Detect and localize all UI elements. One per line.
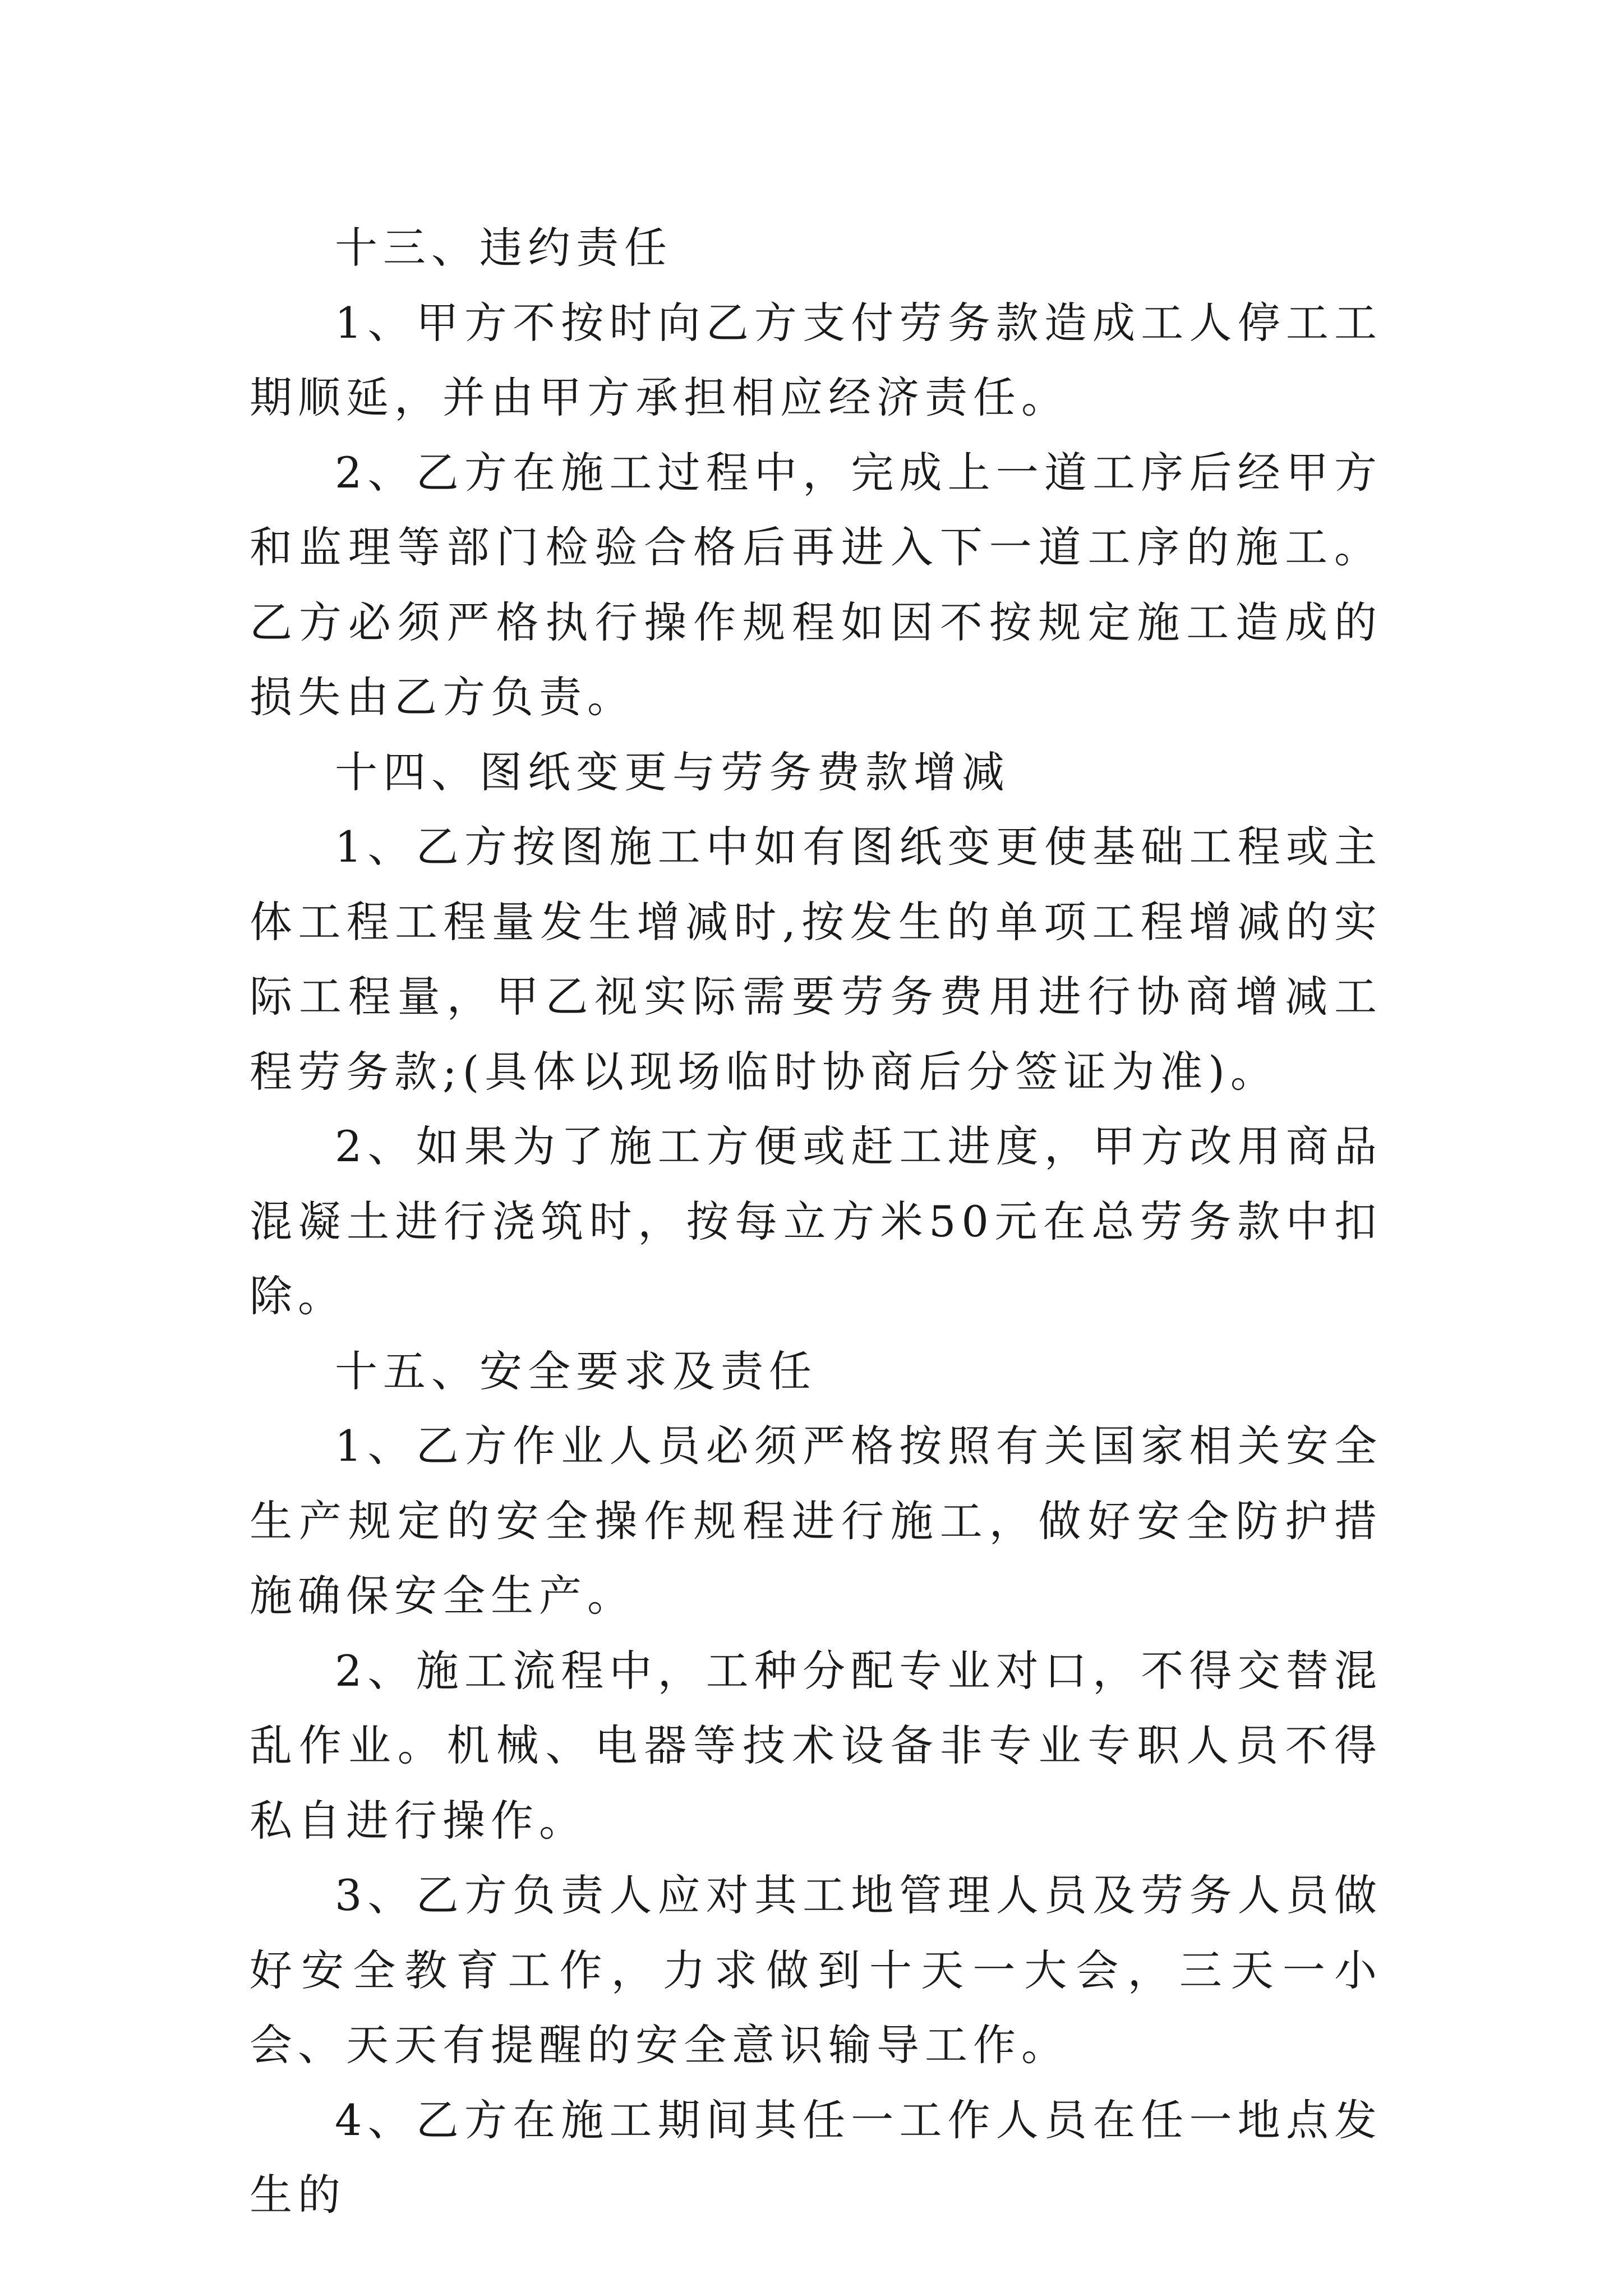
clause-15-2: 2、施工流程中，工种分配专业对口，不得交替混乱作业。机械、电器等技术设备非专业专职人员不得私自进行操作。 (250, 1645, 1382, 1846)
section-heading-13: 十三、违约责任 (335, 223, 672, 273)
clause-14-2: 2、如果为了施工方便或赶工进度，甲方改用商品混凝土进行浇筑时，按每立方米50元在总劳务款中扣除。 (250, 1121, 1382, 1321)
clause-13-1: 1、甲方不按时向乙方支付劳务款造成工人停工工期顺延，并由甲方承担相应经济责任。 (250, 297, 1382, 422)
clause-13-2: 2、乙方在施工过程中，完成上一道工序后经甲方和监理等部门检验合格后再进入下一道工序的施工。乙方必须严格执行操作规程如因不按规定施工造成的损失由乙方负责。 (250, 447, 1382, 722)
clause-14-1: 1、乙方按图施工中如有图纸变更使基础工程或主体工程工程量发生增减时,按发生的单项工程增减的实际工程量，甲乙视实际需要劳务费用进行协商增减工程劳务款;(具体以现场临时协商后分签证为准)。 (250, 822, 1382, 1097)
clause-15-4: 4、乙方在施工期间其任一工作人员在任一地点发生的 (250, 2095, 1382, 2220)
section-heading-14: 十四、图纸变更与劳务费款增减 (335, 747, 1010, 797)
section-heading-15: 十五、安全要求及责任 (335, 1346, 817, 1396)
clause-15-3: 3、乙方负责人应对其工地管理人员及劳务人员做好安全教育工作，力求做到十天一大会，三天一小会、天天有提醒的安全意识输导工作。 (250, 1870, 1382, 2070)
clause-15-1: 1、乙方作业人员必须严格按照有关国家相关安全生产规定的安全操作规程进行施工，做好安全防护措施确保安全生产。 (250, 1421, 1382, 1621)
document-body (250, 210, 1382, 2233)
